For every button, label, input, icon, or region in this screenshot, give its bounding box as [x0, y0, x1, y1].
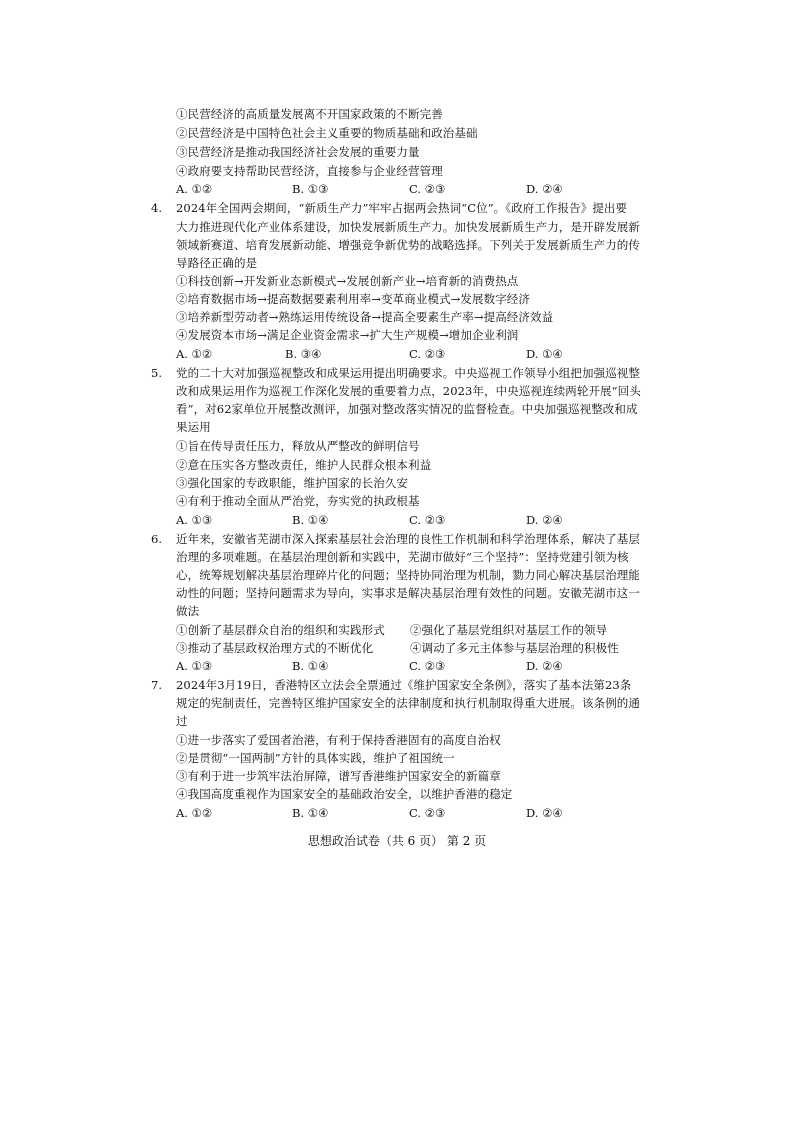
q3-item-2: ②民营经济是中国特色社会主义重要的物质基础和政治基础: [176, 126, 478, 140]
q5-item-1: ①旨在传导责任压力，释放从严整改的鲜明信号: [176, 439, 420, 453]
q4-item-3: ③培养新型劳动者→熟练运用传统设备→提高全要素生产率→提高经济效益: [176, 310, 554, 324]
q3-option-c: C. ②③: [409, 182, 446, 196]
q3-options: [176, 180, 596, 198]
q6-item-4: ④调动了多元主体参与基层治理的积极性: [410, 641, 619, 655]
q7-item-2: ②是贯彻“一国两制”方针的具体实践，维护了祖国统一: [176, 751, 455, 765]
q5-item-3: ③强化国家的专政职能，维护国家的长治久安: [176, 476, 408, 490]
q6-stem-3: 心，统筹规划解决基层治理碎片化的问题；坚持协同治理为机制，勠力同心解决基层治理能: [176, 568, 640, 582]
q6-item-2: ②强化了基层党组织对基层工作的领导: [410, 623, 608, 637]
q7-option-c: C. ②③: [409, 806, 446, 820]
q6-stem-2: 治理的多项难题。在基层治理创新和实践中，芜湖市做好“三个坚持”：坚持党建引领为核: [176, 550, 629, 564]
q7-item-3: ③有利于进一步筑牢法治屏障，谱写香港维护国家安全的新篇章: [176, 769, 501, 783]
q5-option-d: D. ②④: [526, 513, 563, 527]
q4-options: [176, 345, 596, 363]
q5-stem-4: 果运用: [176, 420, 211, 434]
q6-option-d: D. ②④: [526, 659, 563, 673]
q4-stem-3: 领域新赛道、培育发展新动能、增强竞争新优势的战略选择。下列关于发展新质生产力的传: [176, 238, 640, 252]
q7-option-a: A. ①②: [176, 806, 213, 820]
q7-stem-1: 2024年3月19日，香港特区立法会全票通过《维护国家安全条例》，落实了基本法第23条: [176, 678, 632, 692]
q6-stem-5: 做法: [176, 604, 200, 618]
q7-option-d: D. ②④: [526, 806, 563, 820]
q5-option-b: B. ①④: [292, 513, 329, 527]
q4-item-2: ②培育数据市场→提高数据要素利用率→变革商业模式→发展数字经济: [176, 292, 531, 306]
q5-item-4: ④有利于推动全面从严治党，夯实党的执政根基: [176, 494, 420, 508]
q6-item-3: ③推动了基层政权治理方式的不断优化: [176, 641, 374, 655]
q7-stem-3: 过: [176, 714, 188, 728]
q6-stem-1: 近年来，安徽省芜湖市深入探索基层社会治理的良性工作机制和科学治理体系，解决了基层: [176, 532, 640, 546]
q4-number: 4.: [151, 201, 162, 215]
q4-stem-4: 导路径正确的是: [176, 256, 258, 270]
q5-number: 5.: [151, 366, 162, 380]
q6-options: [176, 657, 596, 675]
q3-item-4: ④政府要支持帮助民营经济，直接参与企业经营管理: [176, 164, 443, 178]
q5-stem-3: 看”，对62家单位开展整改测评，加强对整改落实情况的监督检查。中央加强巡视整改和成: [176, 402, 638, 416]
q4-option-b: B. ③④: [285, 347, 322, 361]
q7-option-b: B. ①④: [292, 806, 329, 820]
q3-option-a: A. ①②: [176, 182, 213, 196]
q4-option-c: C. ②③: [409, 347, 446, 361]
q4-stem-1: 2024年全国两会期间，“新质生产力”牢牢占据两会热词“C位”。《政府工作报告》提出要: [176, 201, 628, 215]
q3-item-3: ③民营经济是推动我国经济社会发展的重要力量: [176, 145, 420, 159]
q4-item-1: ①科技创新→开发新业态新模式→发展创新产业→培育新的消费热点: [176, 274, 519, 288]
q4-option-a: A. ①②: [176, 347, 213, 361]
q6-number: 6.: [151, 532, 162, 546]
q4-stem-2: 大力推进现代化产业体系建设，加快发展新质生产力。加快发展新质生产力，是开辟发展新: [176, 220, 640, 234]
q5-options: [176, 511, 596, 529]
q6-item-1: ①创新了基层群众自治的组织和实践形式: [176, 623, 385, 637]
q6-option-c: C. ②③: [409, 659, 446, 673]
q3-item-1: ①民营经济的高质量发展离不开国家政策的不断完善: [176, 107, 443, 121]
q5-stem-2: 改和成果运用作为巡视工作深化发展的重要着力点，2023年，中央巡视连续两轮开展“回头: [176, 384, 641, 398]
q4-item-4: ④发展资本市场→满足企业资金需求→扩大生产规模→增加企业利润: [176, 328, 519, 342]
q6-stem-4: 动性的问题；坚持问题需求为导向，实事求是解决基层治理有效性的问题。安徽芜湖市这一: [176, 586, 640, 600]
q7-stem-2: 规定的宪制责任，完善特区维护国家安全的法律制度和执行机制取得重大进展。该条例的通: [176, 696, 640, 710]
q7-item-4: ④我国高度重视作为国家安全的基础政治安全，以维护香港的稳定: [176, 787, 513, 801]
q4-option-d: D. ①④: [526, 347, 563, 361]
q7-options: [176, 804, 596, 822]
page-footer: 思想政治试卷（共 6 页） 第 2 页: [307, 834, 487, 848]
q5-option-c: C. ②③: [409, 513, 446, 527]
q3-option-b: B. ①③: [292, 182, 329, 196]
q5-stem-1: 党的二十大对加强巡视整改和成果运用提出明确要求。中央巡视工作领导小组把加强巡视整: [176, 366, 640, 380]
q7-number: 7.: [151, 678, 162, 692]
q7-item-1: ①进一步落实了爱国者治港，有利于保持香港固有的高度自治权: [176, 733, 501, 747]
q5-option-a: A. ①③: [176, 513, 213, 527]
q6-option-a: A. ①③: [176, 659, 213, 673]
q3-option-d: D. ②④: [526, 182, 563, 196]
q6-option-b: B. ①④: [292, 659, 329, 673]
q5-item-2: ②意在压实各方整改责任，维护人民群众根本利益: [176, 458, 432, 472]
